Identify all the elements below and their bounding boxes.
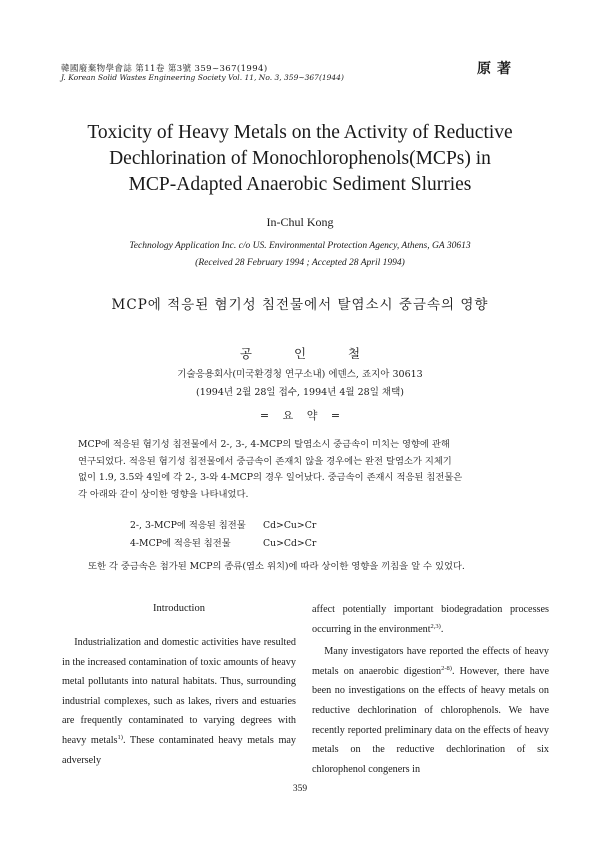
toxicity-order-1 <box>130 517 316 531</box>
left-column <box>62 633 296 770</box>
title-line-2: Dechlorination of Monochlorophenols(MCPs) in <box>109 148 491 169</box>
abstract-line: 각 아래와 같이 상이한 영향을 나타내었다. <box>78 488 249 500</box>
article-type-tag: 原著 <box>477 61 517 77</box>
journal-header-korean: 韓國廢棄物學會誌 第11卷 第3號 359~367(1994) <box>61 64 268 74</box>
page-number: 359 <box>292 784 308 794</box>
abstract-closing: 또한 각 중금속은 첨가된 MCP의 종류(염소 위치)에 따라 상이한 영향을 끼침을 알 수 있었다. <box>88 561 465 572</box>
intro-paragraph-continued: affect potentially important biodegradation processes occurring in the environment$^{2,3)}$. <box>312 604 549 635</box>
order-label: 2-, 3-MCP에 적응된 침전물 <box>130 520 246 531</box>
korean-affiliation: 기술응용회사(미국환경청 연구소내) 에덴스, 죠지아 30613 <box>177 369 423 380</box>
abstract-line: MCP에 적응된 혐기성 침전물에서 2-, 3-, 4-MCP의 탈염소시 중금속이 미치는 영향에 관해 <box>78 439 450 450</box>
paper-title <box>40 120 560 198</box>
toxicity-order-2 <box>130 535 316 549</box>
introduction-heading: Introduction <box>153 603 205 614</box>
order-value: Cd>Cu>Cr <box>262 520 317 531</box>
author-name: In-Chul Kong <box>266 215 334 229</box>
intro-paragraph-1: Industrialization and domestic activities have resulted in the increased contamination of toxic amounts of heavy metal pollutants into natural habitats. Thus, surrounding industrial complexes, such as lakes, rivers and estuaries are frequently contaminated to varying degrees with heavy metals$^{1)}$. These contaminated heavy metals may adversely <box>62 637 296 766</box>
title-line-3: MCP-Adapted Anaerobic Sediment Slurries <box>128 174 472 195</box>
order-value: Cu>Cd>Cr <box>262 538 317 549</box>
right-column <box>312 600 549 779</box>
intro-paragraph-2: Many investigators have reported the effects of heavy metals on anaerobic digestion$^{2-8)}$. However, there have been no investigations on the effects of heavy metals on reductive dechlorination of chlorophenols. We have recently reported preliminary data on the effects of heavy metals on the reductive dechlorination of six chlorophenol congeners in <box>312 646 549 775</box>
korean-title: MCP에 적응된 혐기성 침전물에서 탈염소시 중금속의 영향 <box>111 297 489 313</box>
korean-dates: (1994년 2월 28일 접수, 1994년 4월 28일 채택) <box>196 387 404 398</box>
title-line-1: Toxicity of Heavy Metals on the Activity of Reductive <box>87 122 513 143</box>
abstract-heading: = 요 약 = <box>259 409 341 422</box>
received-dates: (Received 28 February 1994 ; Accepted 28 April 1994) <box>195 258 405 268</box>
korean-author: 공 인 철 <box>239 346 361 361</box>
abstract-line: 연구되었다. 적응된 혐기성 침전물에서 중금속이 존재치 않을 경우에는 완전 탈염소가 지체기 <box>78 455 452 467</box>
affiliation: Technology Application Inc. c/o US. Environmental Protection Agency, Athens, GA 30613 <box>129 241 471 251</box>
order-label: 4-MCP에 적응된 침전물 <box>130 538 231 549</box>
abstract-line: 없이 1.9, 3.5와 4일에 각 2-, 3-와 4-MCP의 경우 일어났다. 중금속이 존재시 적응된 침전물은 <box>78 472 463 483</box>
abstract-body <box>78 437 538 503</box>
journal-header-english: J. Korean Solid Wastes Engineering Society Vol. 11, No. 3, 359~367(1944) <box>61 73 344 82</box>
